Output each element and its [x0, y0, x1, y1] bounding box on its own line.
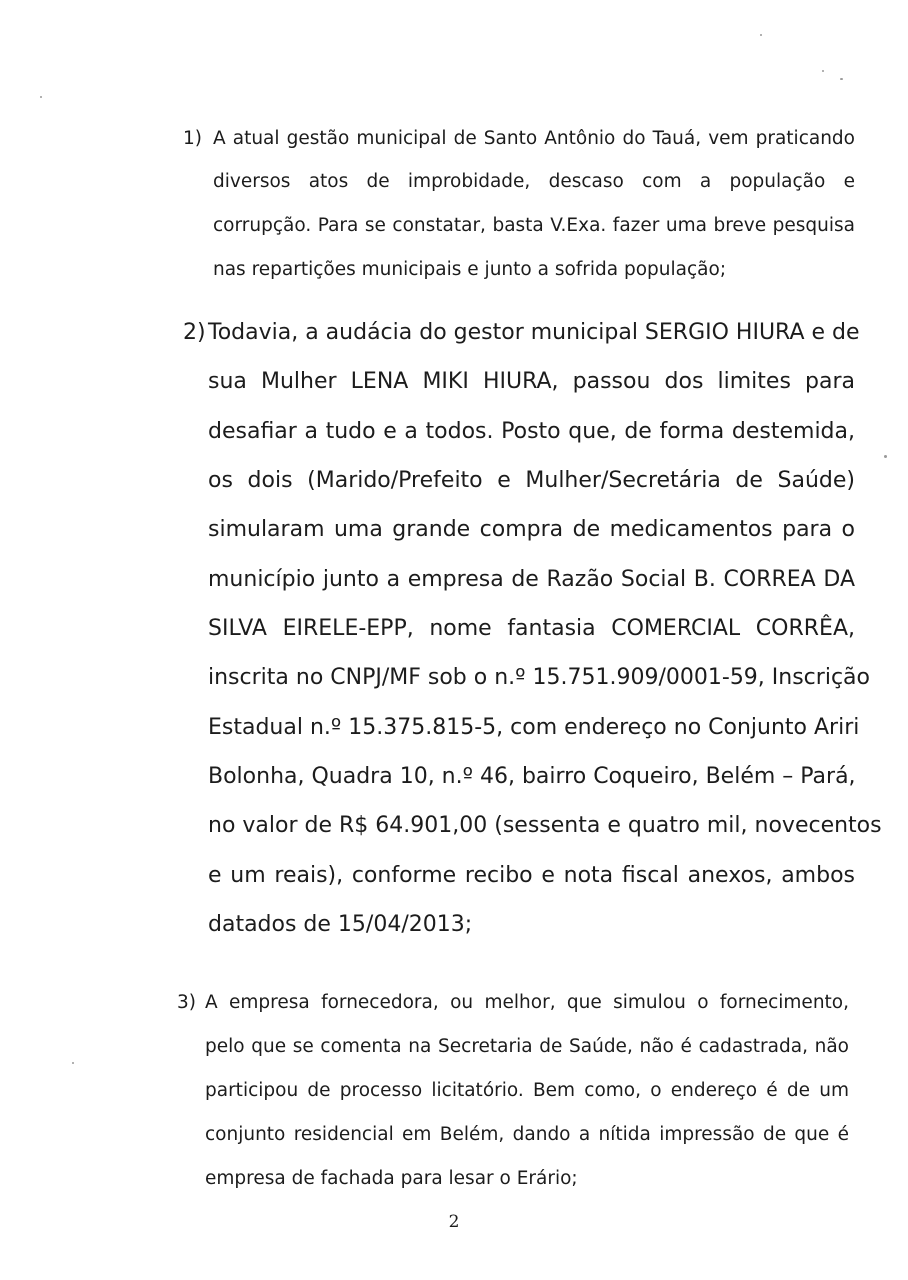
- item-text-line: Todavia, a audácia do gestor municipal SERGIO HIURA e de: [208, 320, 860, 345]
- item-text-line: SILVA EIRELE-EPP, nome fantasia COMERCIAL CORRÊA,: [208, 616, 855, 641]
- item-text-line: empresa de fachada para lesar o Erário;: [205, 1168, 578, 1189]
- scan-speck: [40, 96, 42, 98]
- item-text-line: e um reais), conforme recibo e nota fiscal anexos, ambos: [208, 863, 855, 888]
- item-text-line: inscrita no CNPJ/MF sob o n.º 15.751.909/0001-59, Inscrição: [208, 665, 870, 690]
- item-text-line: Estadual n.º 15.375.815-5, com endereço no Conjunto Ariri: [208, 715, 860, 740]
- scan-speck: [760, 34, 762, 36]
- item-text-line: participou de processo licitatório. Bem como, o endereço é de um: [205, 1080, 849, 1101]
- item-number: 3): [177, 992, 196, 1013]
- item-text-line: no valor de R$ 64.901,00 (sessenta e quatro mil, novecentos: [208, 813, 882, 838]
- item-text-line: nas repartições municipais e junto a sofrida população;: [213, 259, 727, 280]
- item-text-line: A atual gestão municipal de Santo Antônio do Tauá, vem praticando: [213, 128, 855, 149]
- item-text-line: conjunto residencial em Belém, dando a nítida impressão de que é: [205, 1124, 849, 1145]
- item-text-line: datados de 15/04/2013;: [208, 912, 473, 937]
- item-number: 1): [183, 128, 202, 149]
- item-number: 2): [183, 320, 206, 345]
- scan-speck: [822, 70, 824, 72]
- item-text-line: desafiar a tudo e a todos. Posto que, de forma destemida,: [208, 419, 855, 444]
- item-text-line: corrupção. Para se constatar, basta V.Exa. fazer uma breve pesquisa: [213, 215, 855, 236]
- scan-speck: [840, 78, 843, 80]
- item-text-line: pelo que se comenta na Secretaria de Saúde, não é cadastrada, não: [205, 1036, 849, 1057]
- item-text-line: simularam uma grande compra de medicamentos para o: [208, 517, 855, 542]
- scan-speck: [72, 1062, 74, 1064]
- item-text-line: sua Mulher LENA MIKI HIURA, passou dos limites para: [208, 369, 855, 394]
- scan-speck: [884, 455, 887, 458]
- item-text-line: os dois (Marido/Prefeito e Mulher/Secretária de Saúde): [208, 468, 855, 493]
- page-number: 2: [448, 1212, 460, 1232]
- item-text-line: diversos atos de improbidade, descaso com a população e: [213, 171, 855, 192]
- item-text-line: Bolonha, Quadra 10, n.º 46, bairro Coqueiro, Belém – Pará,: [208, 764, 856, 789]
- item-text-line: A empresa fornecedora, ou melhor, que simulou o fornecimento,: [205, 992, 849, 1013]
- item-text-line: município junto a empresa de Razão Social B. CORREA DA: [208, 567, 855, 592]
